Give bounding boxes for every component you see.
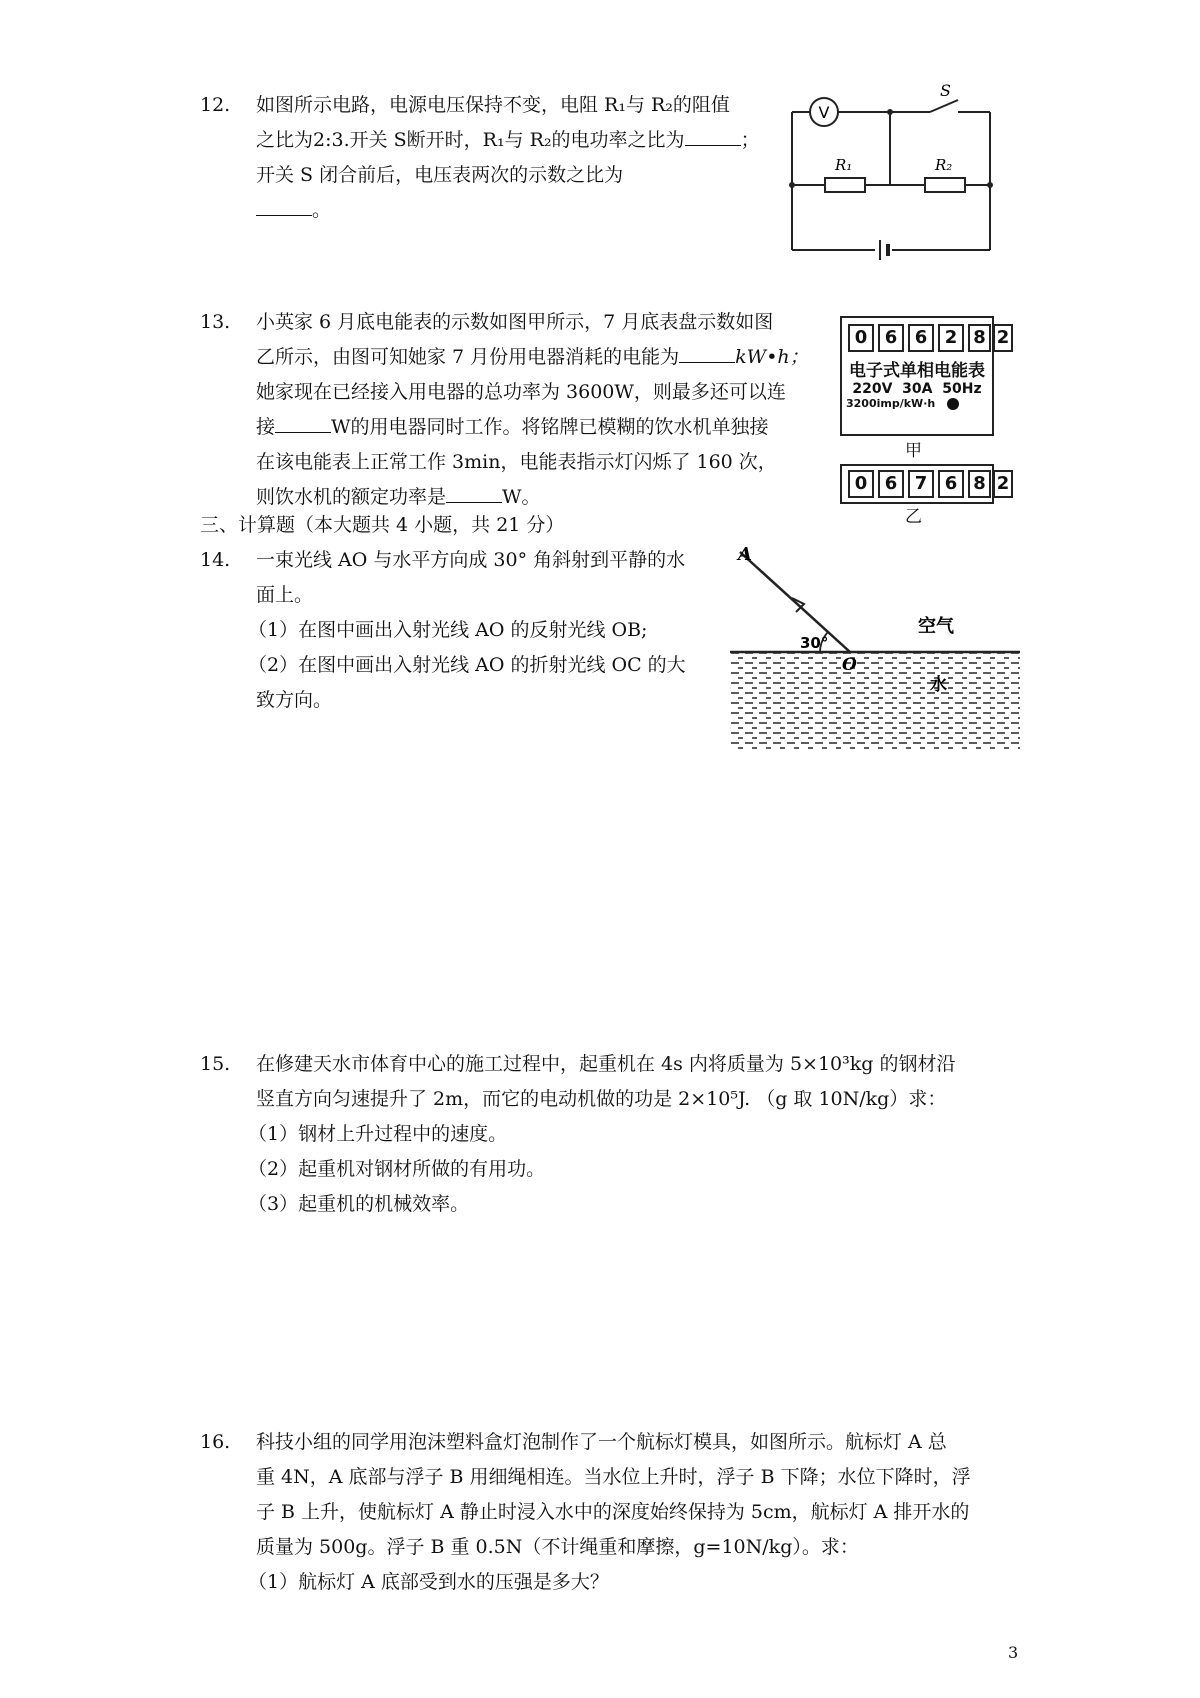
energy-meter-yi (840, 464, 1010, 504)
text-segment: 则饮水机的额定功率是 (256, 486, 447, 508)
meter-digit: 6 (938, 470, 964, 498)
question-text (256, 88, 760, 228)
question-12 (200, 88, 780, 228)
point-a-label: A (738, 544, 752, 565)
meter-imp-text: 3200imp/kW·h (846, 397, 936, 410)
switch-label: S (940, 81, 951, 100)
sub-question: （3）起重机的机械效率。 (248, 1193, 470, 1215)
meter-spec: 220V 30A 50Hz (852, 381, 982, 397)
text-line: 质量为 500g。浮子 B 重 0.5N（不计绳重和摩擦，g=10N/kg）。求： (256, 1536, 859, 1558)
text-segment: W。 (502, 486, 541, 508)
water-label: 水 (930, 675, 947, 695)
meter-digit: 2 (938, 324, 964, 352)
sub-question: （1）航标灯 A 底部受到水的压强是多大？ (248, 1571, 609, 1593)
text-segment: W的用电器同时工作。将铭牌已模糊的饮水机单独接 (331, 416, 769, 438)
question-15 (200, 1047, 1020, 1117)
sub-question: 致方向。 (256, 689, 333, 711)
question-13 (200, 305, 820, 520)
text-segment: ； (740, 129, 760, 151)
text-line: 她家现在已经接入用电器的总功率为 3600W，则最多还可以连 (256, 381, 786, 403)
question-text (256, 1047, 955, 1117)
page-number: 3 (1008, 1643, 1019, 1662)
incident-ray-ao (740, 552, 850, 652)
text-segment: 乙所示，由图可知她家 7 月份用电器消耗的电能为 (256, 346, 680, 368)
meter-title: 电子式单相电能表 (849, 361, 985, 381)
text-segment: 之比为2:3.开关 S断开时，R₁与 R₂的电功率之比为 (256, 129, 685, 151)
text-line: 重 4N，A 底部与浮子 B 用细绳相连。当水位上升时，浮子 B 下降；水位下降时，浮 (256, 1466, 971, 1488)
text-segment: kW•h； (735, 346, 809, 368)
answer-blank (679, 346, 735, 363)
r2-label: R₂ (935, 156, 953, 174)
r1-label: R₁ (835, 156, 853, 174)
meter-digit: 8 (968, 470, 991, 498)
question-text (256, 305, 809, 515)
text-line: 一束光线 AO 与水平方向成 30° 角斜射到平静的水 (256, 549, 686, 571)
answer-blank (256, 199, 312, 216)
meter-digit: 6 (878, 324, 904, 352)
meter-digit: 0 (848, 324, 874, 352)
text-line: 科技小组的同学用泡沫塑料盒灯泡制作了一个航标灯模具，如图所示。航标灯 A 总 (256, 1431, 947, 1453)
meter-digit: 6 (878, 470, 904, 498)
meter-digit: 6 (908, 324, 934, 352)
circuit-diagram (780, 80, 1000, 270)
text-line: 在修建天水市体育中心的施工过程中，起重机在 4s 内将质量为 5×10³kg 的钢材沿 (256, 1053, 956, 1075)
text-line (256, 410, 809, 445)
text-line: 竖直方向匀速提升了 2m，而它的电动机做的功是 2×10⁵J. （g 取 10N/kg）求： (256, 1088, 947, 1110)
meter-digit: 7 (908, 470, 934, 498)
junction-dot (887, 109, 893, 115)
junction-dot (987, 182, 993, 188)
question-16 (200, 1425, 1020, 1565)
question-text (256, 543, 685, 613)
sub-question: （1）钢材上升过程中的速度。 (248, 1123, 508, 1145)
text-line (256, 193, 760, 228)
question-14 (200, 543, 720, 613)
answer-blank (446, 486, 502, 503)
text-line: 开关 S 闭合前后，电压表两次的示数之比为 (256, 164, 624, 186)
question-number: 12. (200, 94, 231, 116)
text-line: 面上。 (256, 584, 314, 606)
voltmeter-label: V (818, 103, 830, 122)
answer-blank (275, 416, 331, 433)
light-refraction-figure (730, 540, 1020, 750)
water-region (730, 652, 1020, 750)
question-number: 13. (200, 311, 231, 333)
text-line: 如图所示电路，电源电压保持不变，电阻 R₁与 R₂的阻值 (256, 94, 730, 116)
meter-label-jia: 甲 (905, 441, 922, 461)
meter-imp (842, 397, 992, 410)
meter-digit: 2 (993, 324, 1013, 352)
text-line: 小英家 6 月底电能表的示数如图甲所示，7 月底表盘示数如图 (256, 311, 774, 333)
question-text (256, 1425, 971, 1565)
text-line: 子 B 上升，使航标灯 A 静止时浸入水中的深度始终保持为 5cm，航标灯 A 排开水的 (256, 1501, 970, 1523)
text-segment: 接 (256, 416, 276, 438)
indicator-dot-icon (947, 398, 959, 410)
text-line (256, 123, 760, 158)
air-label: 空气 (918, 616, 954, 637)
meter-digit: 8 (968, 324, 991, 352)
text-segment: 。 (312, 199, 332, 221)
sub-question: （2）在图中画出入射光线 AO 的折射光线 OC 的大 (248, 654, 686, 676)
point-o-label: O (842, 655, 857, 675)
question-number: 15. (200, 1053, 231, 1075)
sub-question: （2）起重机对钢材所做的有用功。 (248, 1158, 546, 1180)
meter-digit: 2 (993, 470, 1013, 498)
text-line: 在该电能表上正常工作 3min，电能表指示灯闪烁了 160 次， (256, 451, 777, 473)
energy-meter-jia (840, 316, 1010, 436)
section-heading: 三、计算题（本大题共 4 小题，共 21 分） (200, 514, 565, 536)
meter-label-yi: 乙 (905, 507, 922, 527)
angle-label: 30° (800, 634, 829, 652)
text-line (256, 340, 809, 375)
sub-question: （1）在图中画出入射光线 AO 的反射光线 OB; (248, 619, 648, 641)
meter-digit: 0 (848, 470, 874, 498)
junction-dot (789, 182, 795, 188)
answer-blank (685, 129, 741, 146)
question-number: 16. (200, 1431, 231, 1453)
meter-digits (842, 466, 1010, 498)
question-number: 14. (200, 549, 231, 571)
meter-digits (842, 318, 1010, 352)
